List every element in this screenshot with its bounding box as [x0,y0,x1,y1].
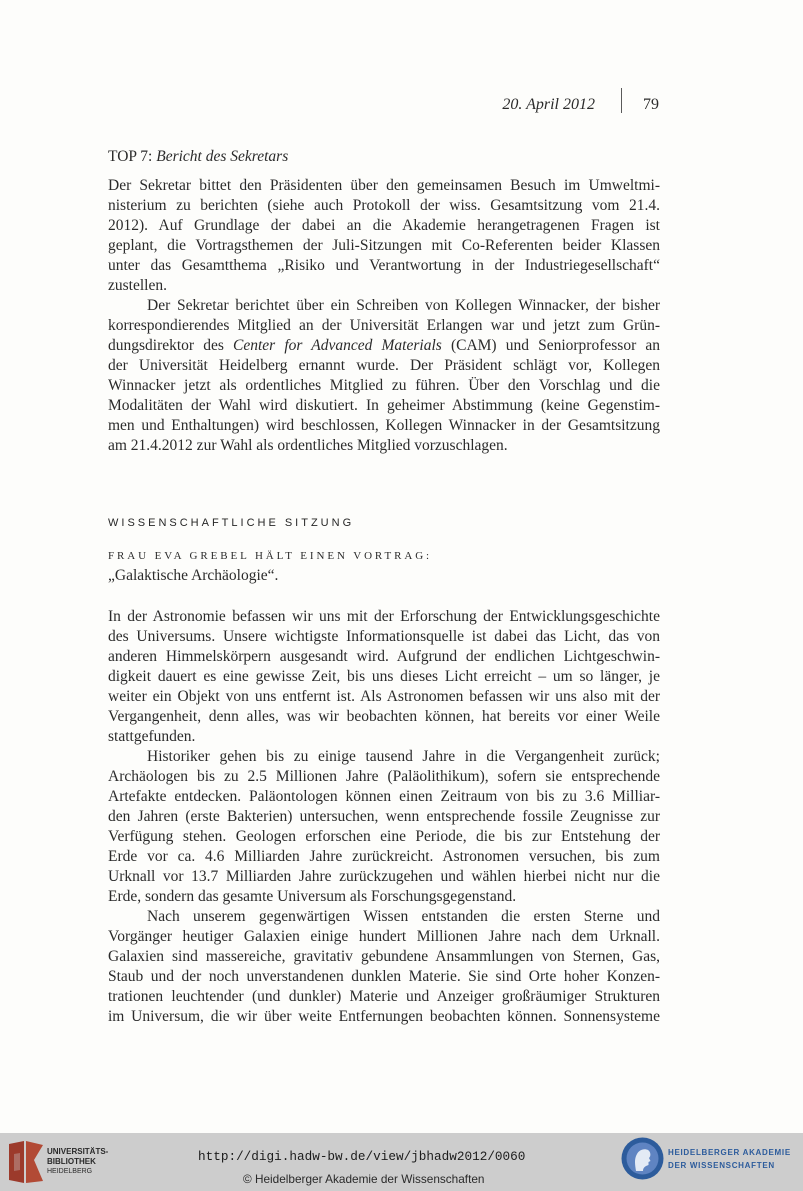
text-line: Nach unserem gegenwärtigen Wissen entstanden die ersten Sterne und [147,908,660,925]
text-line: Artefakte entdecken. Paläontologen können einen Zeitraum von bis zu 3.6 Milliar- [108,788,660,805]
text-line: digkeit dauert es eine gewisse Zeit, bis uns dieses Licht erreicht – um so länger, je [108,668,660,685]
paragraph [108,747,660,907]
lecture-text [108,607,660,1027]
academy-seal-icon [621,1137,664,1180]
library-name [47,1147,108,1177]
page-number: 79 [643,96,659,113]
library-name-line: HEIDELBERG [47,1168,93,1175]
text-line: Verfügung stehen. Geologen erforschen eine Periode, die bis zur Entstehung der [108,828,660,845]
copyright-notice: © Heidelberger Akademie der Wissenschaften [243,1172,485,1186]
text-line [108,336,660,356]
text-line: zustellen. [108,277,167,294]
header-divider [621,88,622,113]
text-line: Modalitäten der Wahl wird diskutiert. In geheimer Abstimmung (keine Gegenstim- [108,397,660,414]
text-line: Archäologen bis zu 2.5 Millionen Jahre (Paläolithikum), sofern sie entsprechende [108,768,660,785]
text-line: Erde, sondern das gesamte Universum als Forschungsgegenstand. [108,888,517,905]
text-line: Historiker gehen bis zu einige tausend Jahre in die Vergangenheit zurück; [147,748,660,765]
running-header-date: 20. April 2012 [502,96,595,113]
text-line: der Universität Heidelberg ernannt wurde. Der Präsident schlägt vor, Kollegen [108,357,660,374]
text-line: geplant, die Vortragsthemen der Juli-Sitzungen mit Co-Referenten beider Klassen [108,237,660,254]
viewer-footer [0,1133,803,1191]
text-line: stattgefunden. [108,728,196,745]
text-line: Vergangenheit, denn alles, was wir beobachten können, hat bereits vor einer Weile [108,708,660,725]
agenda-item-title: Bericht des Sekretars [156,148,289,165]
paragraph [108,176,660,296]
permalink-url[interactable]: http://digi.hadw-bw.de/view/jbhadw2012/0060 [198,1149,526,1164]
text-line: des Universums. Unsere wichtigste Informationsquelle ist dabei das Licht, das von [108,628,660,645]
text-line: In der Astronomie befassen wir uns mit der Erforschung der Entwicklungsgeschichte [108,608,660,625]
lecture-title: „Galaktische Archäologie“. [108,567,279,584]
text-line: am 21.4.2012 zur Wahl als ordentliches Mitglied vorzuschlagen. [108,437,508,454]
text-line: anderen Himmelskörpern ausgesandt wird. Aufgrund der endlichen Lichtgeschwin- [108,648,660,665]
lecture-speaker-line: FRAU EVA GREBEL HÄLT EINEN VORTRAG: [108,550,433,562]
academy-name-line: DER WISSENSCHAFTEN [668,1161,775,1170]
text-line: nisterium zu berichten (siehe auch Protokoll der wiss. Gesamtsitzung vom 21.4. [108,197,660,214]
text-line: Winnacker jetzt als ordentliches Mitglied zu führen. Über den Vorschlag und die [108,377,660,394]
agenda-item-heading [108,147,660,167]
text-line: weiter ein Objekt von uns entfernt ist. Als Astronomen befassen wir uns also mit der [108,688,660,705]
text-line: Staub und der noch unverstandenen dunklen Materie. Sie sind Orte hoher Konzen- [108,968,660,985]
report-text [108,176,660,456]
text-line: Urknall vor 13.7 Milliarden Jahre zurückzugehen und wählen hierbei nicht nur die [108,868,660,885]
text-run: dungsdirektor des [108,337,234,354]
paragraph [108,607,660,747]
text-line: den Jahren (erste Bakterien) untersuchen, wenn entsprechende fossile Zeugnisse zur [108,808,660,825]
agenda-item-label: TOP 7: [108,148,153,165]
text-line: korrespondierendes Mitglied an der Universität Erlangen war und jetzt zum Grün- [108,317,660,334]
university-library-logo-icon [8,1140,44,1184]
text-run: (CAM) und Seniorprofessor an [441,337,660,354]
academy-name [668,1146,791,1172]
text-line: men und Enthaltungen) wird beschlossen, Kollegen Winnacker in der Gesamtsitzung [108,417,660,434]
text-line: Der Sekretar berichtet über ein Schreiben von Kollegen Winnacker, der bisher [147,297,660,314]
paragraph [108,296,660,456]
text-line: Erde vor ca. 4.6 Milliarden Jahre zurückreicht. Astronomen versuchen, bis zum [108,848,660,865]
library-name-line: UNIVERSITÄTS- [47,1147,109,1156]
text-line: unter das Gesamtthema „Risiko und Verantwortung in der Industriegesellschaft“ [108,257,660,274]
text-line: Galaxien sind massereiche, gravitativ gebundene Ansammlungen von Sternen, Gas, [108,948,660,965]
text-line: Der Sekretar bittet den Präsidenten über den gemeinsamen Besuch im Umweltmi- [108,177,660,194]
text-line: Vorgänger heutiger Galaxien einige hundert Millionen Jahre nach dem Urknall. [108,928,660,945]
text-line: trationen leuchtender (und dunkler) Materie und Anzeiger großräumiger Strukturen [108,988,660,1005]
section-heading: WISSENSCHAFTLICHE SITZUNG [108,517,355,529]
paragraph [108,907,660,1027]
emphasized-text: Center for Advanced Materials [233,337,442,354]
text-line: im Universum, die wir über weite Entfernungen beobachten können. Sonnensysteme [108,1008,660,1025]
text-line: 2012). Auf Grundlage der dabei an die Akademie herangetragenen Fragen ist [108,217,660,234]
library-name-line: BIBLIOTHEK [47,1157,96,1166]
academy-name-line: HEIDELBERGER AKADEMIE [668,1148,791,1157]
